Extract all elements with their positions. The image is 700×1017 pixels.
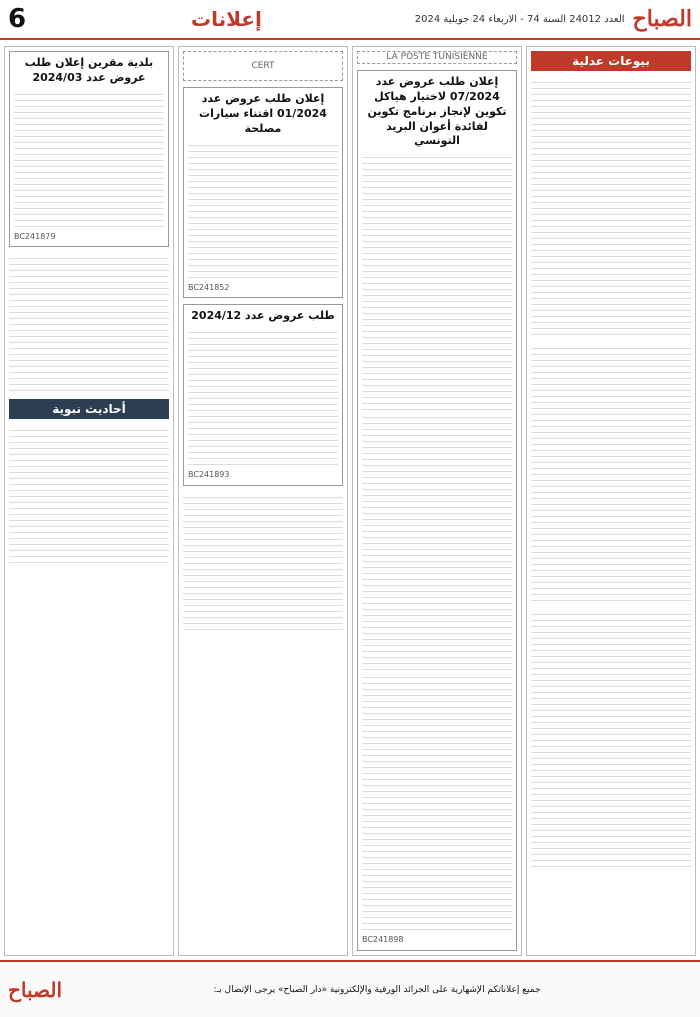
footer-contact-text: جميع إعلاناتكم الإشهارية على الجرائد الورقية والإلكترونية «دار الصباح» يرجى الإتصال بـ:: [213, 984, 541, 995]
ad-ref: BC241852: [188, 282, 230, 292]
page-header: [0, 0, 700, 40]
ad-title: إعلان طلب عروض عدد 01/2024 اقتناء سيارات مصلحة: [199, 92, 327, 135]
ad-megrine: [9, 51, 169, 247]
ad-ref: BC241898: [362, 935, 404, 945]
section-title: إعلانات: [190, 7, 262, 31]
ad-title: بلدية مقرين إعلان طلب عروض عدد 2024/03: [24, 56, 154, 84]
ad-body: [362, 672, 512, 932]
ad-body: [362, 412, 512, 672]
column-megrine: [4, 46, 174, 956]
judicial-sales-body: [531, 343, 691, 603]
ad-body: [14, 89, 164, 229]
ad-tender-12: [183, 304, 343, 486]
hadith-header: أحاديث نبوية: [9, 399, 169, 419]
ad-body: [183, 492, 343, 632]
judicial-sales-body: [531, 77, 691, 337]
judicial-sales-header: بيوعات عدلية: [531, 51, 691, 71]
column-judicial-sales: [526, 46, 696, 956]
ad-body: [362, 152, 512, 412]
hadith-body: [9, 425, 169, 565]
column-cert: [178, 46, 348, 956]
page-footer: [0, 960, 700, 1017]
ad-title: إعلان طلب عروض عدد 07/2024 لاختيار هياكل تكوين لإنجاز برنامج تكوين لفائدة أعوان البريد التونسي: [367, 74, 507, 148]
issue-line: العدد 24012 السنة 74 - الاربعاء 24 جويلية 2024: [414, 13, 625, 25]
column-poste: [352, 46, 522, 956]
ad-ref: BC241879: [14, 231, 56, 241]
ad-ref: BC241893: [188, 470, 230, 480]
ad-body: [188, 327, 338, 467]
footer-logo: الصباح: [8, 977, 63, 1002]
ad-poste: [357, 70, 517, 951]
page-number: 6: [8, 4, 27, 34]
ad-body: [188, 140, 338, 280]
masthead: [415, 6, 692, 32]
ad-title: طلب عروض عدد 2024/12: [191, 309, 335, 323]
judicial-sales-body: [531, 609, 691, 869]
cert-logo: CERT: [183, 51, 343, 81]
newspaper-logo: الصباح: [632, 6, 692, 32]
ad-body: [9, 253, 169, 393]
columns: [4, 46, 696, 956]
poste-logo: LA POSTE TUNISIENNE: [357, 51, 517, 64]
ad-cert: [183, 87, 343, 298]
